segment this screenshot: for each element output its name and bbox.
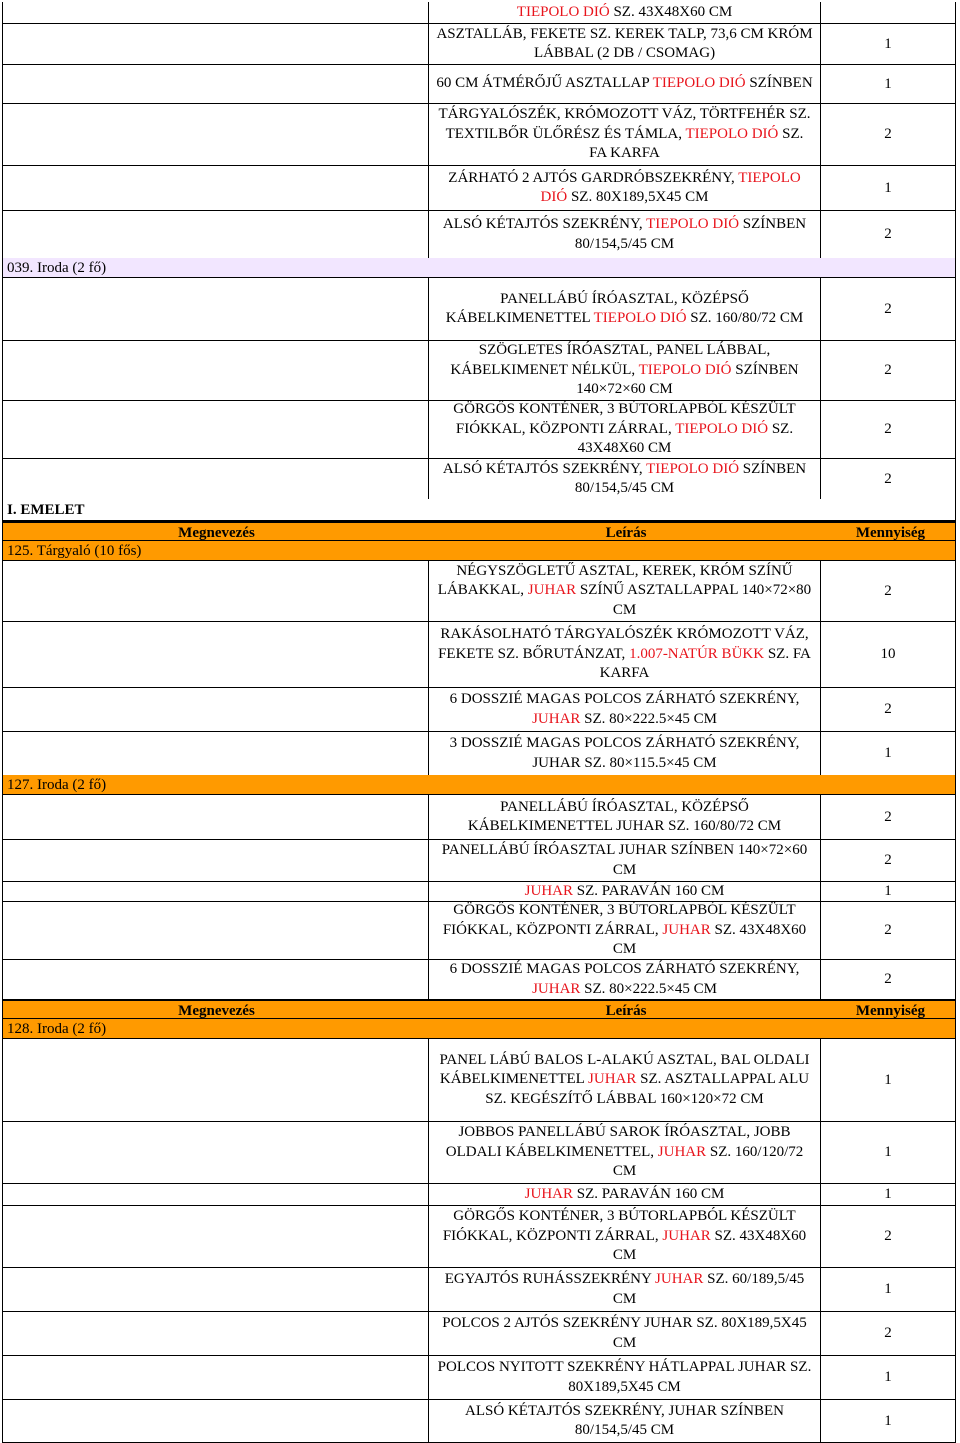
room-label-039: 039. Iroda (2 fő) (2, 258, 956, 278)
description-text: ASZTALLÁB, FEKETE SZ. KEREK TALP, 73,6 CM KRÓM LÁBBAL (2 DB / CSOMAG) (436, 25, 813, 61)
color-name-text: TIEPOLO DIÓ (685, 125, 779, 142)
quantity-cell: 2 (821, 459, 956, 499)
description-text: 6 DOSSZIÉ MAGAS POLCOS ZÁRHATÓ SZEKRÉNY, (449, 691, 800, 707)
description-text: ZÁRHATÓ 2 AJTÓS GARDRÓBSZEKRÉNY, (448, 169, 739, 186)
description-cell (429, 1356, 821, 1399)
description-text: SZ. 80×222.5×45 CM (580, 980, 717, 997)
name-cell (2, 401, 429, 458)
description-cell (429, 561, 821, 621)
description-cell (429, 401, 821, 458)
quantity-cell: 2 (821, 104, 956, 165)
description-text: GÖRGŐS KONTÉNER, 3 BÚTORLAPBÓL KÉSZÜLT FIÓKKAL, KÖZPONTI ZÁRRAL, (442, 902, 796, 938)
table-row (2, 1205, 956, 1267)
quantity-cell: 1 (821, 1356, 956, 1399)
color-name-text: 1.007-NATÚR BÜKK (629, 645, 765, 662)
description-text: SZÍNBEN (745, 75, 813, 92)
description-text: PANELLÁBÚ ÍRÓASZTAL JUHAR SZÍNBEN 140×72×60 CM (441, 842, 808, 878)
color-name-text: TIEPOLO DIÓ (652, 75, 746, 92)
description-text: SZ. 43X48X60 CM (609, 3, 733, 20)
color-name-text: JUHAR (662, 1227, 711, 1244)
color-name-text: JUHAR (524, 1185, 574, 1202)
quantity-cell: 1 (821, 732, 956, 775)
color-name-text: JUHAR (662, 921, 711, 938)
table-row (2, 881, 956, 901)
quantity-cell: 10 (821, 622, 956, 687)
description-cell (429, 211, 821, 258)
description-text: SZ. PARAVÁN 160 CM (573, 882, 725, 899)
description-cell (429, 732, 821, 775)
description-text: SZ. 43X48X60 CM (612, 921, 807, 958)
table-row (2, 400, 956, 458)
description-cell (429, 341, 821, 400)
name-cell (2, 459, 429, 499)
table-row (2, 1399, 956, 1443)
quantity-cell: 2 (821, 278, 956, 340)
description-text: RAKÁSOLHATÓ TÁRGYALÓSZÉK KRÓMOZOTT VÁZ, FEKETE SZ. BŐRUTÁNZAT, (438, 626, 809, 662)
name-cell (2, 65, 429, 103)
table-row (2, 103, 956, 165)
description-text: NÉGYSZÖGLETŰ ASZTAL, KEREK, KRÓM SZÍNŰ LÁBAKKAL, (437, 562, 793, 599)
description-cell (429, 1122, 821, 1183)
description-text: SZ. 80X189,5X45 CM (567, 189, 709, 205)
table-row (2, 561, 956, 621)
room-label-125: 125. Tárgyaló (10 fős) (2, 541, 956, 561)
name-cell (2, 902, 429, 959)
table-row (2, 278, 956, 340)
name-cell (2, 795, 429, 839)
table-row (2, 165, 956, 210)
description-cell (429, 795, 821, 839)
quantity-cell: 2 (821, 211, 956, 258)
color-name-text: JUHAR (524, 882, 574, 899)
quantity-cell: 1 (821, 1400, 956, 1442)
description-text: SZÍNBEN 80/154,5/45 CM (574, 216, 807, 252)
quantity-cell: 1 (821, 65, 956, 103)
description-text: SZ. 43X48X60 CM (612, 1227, 807, 1264)
name-cell (2, 561, 429, 621)
table-row (2, 1311, 956, 1355)
table-row (2, 23, 956, 64)
description-cell (429, 1206, 821, 1267)
description-cell (429, 459, 821, 499)
quantity-cell: 1 (821, 882, 956, 901)
description-cell (429, 104, 821, 165)
description-text: PANEL LÁBÚ BALOS L-ALAKÚ ASZTAL, BAL OLDALI KÁBELKIMENETTEL (439, 1051, 810, 1088)
name-cell (2, 211, 429, 258)
description-text: POLCOS NYITOTT SZEKRÉNY HÁTLAPPAL JUHAR SZ. 80X189,5X45 CM (437, 1359, 812, 1395)
description-text: SZ. PARAVÁN 160 CM (573, 1185, 725, 1202)
description-text: TÁRGYALÓSZÉK, KRÓMOZOTT VÁZ, TÖRTFEHÉR SZ. TEXTILBŐR ÜLŐRÉSZ ÉS TÁMLA, (438, 106, 811, 142)
description-text: PANELLÁBÚ ÍRÓASZTAL, KÖZÉPSŐ KÁBELKIMENETTEL (445, 290, 749, 326)
table-row (2, 64, 956, 103)
description-text: PANELLÁBÚ ÍRÓASZTAL, KÖZÉPSŐ KÁBELKIMENETTEL JUHAR SZ. 160/80/72 CM (467, 798, 782, 834)
table-row (2, 839, 956, 881)
quantity-cell: 1 (821, 1268, 956, 1311)
table-row (2, 340, 956, 400)
table-row (2, 210, 956, 258)
description-cell (429, 1184, 821, 1205)
name-cell (2, 1184, 429, 1205)
description-cell (429, 1312, 821, 1355)
header-description: Leírás (605, 1003, 647, 1019)
description-text: GÖRGŐS KONTÉNER, 3 BÚTORLAPBÓL KÉSZÜLT FIÓKKAL, KÖZPONTI ZÁRRAL, (453, 401, 796, 437)
description-cell (429, 1400, 821, 1442)
description-cell (429, 2, 821, 23)
table-row (2, 621, 956, 687)
table-row (2, 1355, 956, 1399)
room-label-128: 128. Iroda (2 fő) (2, 1019, 956, 1039)
color-name-text: JUHAR (532, 980, 581, 997)
name-cell (2, 166, 429, 210)
description-text: ALSÓ KÉTAJTÓS SZEKRÉNY, JUHAR SZÍNBEN 80/154,5/45 CM (465, 1402, 784, 1438)
quantity-cell: 2 (821, 688, 956, 731)
color-name-text: TIEPOLO DIÓ (675, 420, 769, 437)
header-name: Megnevezés (178, 1003, 255, 1019)
quantity-cell: 1 (821, 1184, 956, 1205)
room-block-039 (2, 2, 956, 258)
quantity-cell: 2 (821, 840, 956, 881)
description-text: POLCOS 2 AJTÓS SZEKRÉNY JUHAR SZ. 80X189,5X45 CM (442, 1315, 807, 1351)
description-cell (429, 882, 821, 901)
name-cell (2, 840, 429, 881)
description-text: SZ. FA KARFA (589, 125, 804, 162)
table-row (2, 901, 956, 959)
name-cell (2, 104, 429, 165)
description-text: 6 DOSSZIÉ MAGAS POLCOS ZÁRHATÓ SZEKRÉNY, (449, 961, 800, 977)
color-name-text: TIEPOLO DIÓ (540, 169, 801, 205)
name-cell (2, 1400, 429, 1442)
name-cell (2, 1312, 429, 1355)
table-header-2 (2, 999, 956, 1019)
color-name-text: JUHAR (655, 1271, 704, 1287)
table-row (2, 458, 956, 499)
description-cell (429, 840, 821, 881)
furniture-spec-table (2, 2, 956, 1443)
quantity-cell: 1 (821, 166, 956, 210)
description-text: JOBBOS PANELLÁBÚ SAROK ÍRÓASZTAL, JOBB OLDALI KÁBELKIMENETTEL, (445, 1124, 791, 1160)
name-cell (2, 882, 429, 901)
quantity-cell: 1 (821, 24, 956, 64)
color-name-text: JUHAR (588, 1071, 637, 1088)
name-cell (2, 1206, 429, 1267)
name-cell (2, 1122, 429, 1183)
description-cell (429, 1268, 821, 1311)
name-cell (2, 622, 429, 687)
name-cell (2, 2, 429, 23)
quantity-cell: 2 (821, 1312, 956, 1355)
description-text: SZÍNBEN 80/154,5/45 CM (574, 460, 807, 496)
table-row (2, 2, 956, 23)
quantity-cell: 1 (821, 1039, 956, 1121)
description-cell (429, 166, 821, 210)
name-cell (2, 24, 429, 64)
name-cell (2, 688, 429, 731)
description-cell (429, 1039, 821, 1121)
name-cell (2, 960, 429, 999)
room-block-125 (2, 561, 956, 775)
description-text: SZ. 43X48X60 CM (577, 420, 794, 457)
color-name-text: TIEPOLO DIÓ (646, 216, 740, 232)
room-label-127: 127. Iroda (2 fő) (2, 775, 956, 795)
name-cell (2, 1268, 429, 1311)
table-row (2, 1039, 956, 1121)
quantity-cell: 2 (821, 561, 956, 621)
header-description: Leírás (605, 525, 647, 541)
table-row (2, 1183, 956, 1205)
description-cell (429, 622, 821, 687)
quantity-cell (821, 2, 956, 23)
table-row (2, 959, 956, 999)
description-text: 3 DOSSZIÉ MAGAS POLCOS ZÁRHATÓ SZEKRÉNY, JUHAR SZ. 80×115.5×45 CM (449, 735, 800, 771)
description-text: GÖRGŐS KONTÉNER, 3 BÚTORLAPBÓL KÉSZÜLT FIÓKKAL, KÖZPONTI ZÁRRAL, (442, 1208, 796, 1244)
name-cell (2, 278, 429, 340)
header-quantity: Mennyiség (855, 525, 925, 541)
description-cell (429, 278, 821, 340)
table-row (2, 687, 956, 731)
description-text: SZ. 60/189,5/45 CM (612, 1271, 805, 1307)
quantity-cell: 2 (821, 902, 956, 959)
description-text: SZ. 160/80/72 CM (686, 310, 804, 326)
table-header (2, 521, 956, 541)
description-text: SZ. 160/120/72 CM (612, 1143, 804, 1180)
description-text: SZ. FA KARFA (599, 645, 811, 682)
description-text: SZÍNBEN 140×72×60 CM (576, 361, 799, 398)
name-cell (2, 1039, 429, 1121)
quantity-cell: 2 (821, 401, 956, 458)
description-cell (429, 688, 821, 731)
table-row (2, 795, 956, 839)
name-cell (2, 341, 429, 400)
quantity-cell: 2 (821, 960, 956, 999)
description-text: EGYAJTÓS RUHÁSSZEKRÉNY (444, 1271, 656, 1287)
table-row (2, 731, 956, 775)
color-name-text: JUHAR (532, 710, 581, 727)
color-name-text: TIEPOLO DIÓ (646, 460, 740, 477)
description-text: SZ. 80×222.5×45 CM (580, 710, 717, 727)
description-cell (429, 65, 821, 103)
header-name: Megnevezés (178, 525, 255, 541)
description-cell (429, 24, 821, 64)
description-cell (429, 960, 821, 999)
color-name-text: TIEPOLO DIÓ (638, 361, 732, 378)
name-cell (2, 732, 429, 775)
header-quantity: Mennyiség (855, 1003, 925, 1019)
color-name-text: TIEPOLO DIÓ (516, 3, 610, 20)
description-text: SZÖGLETES ÍRÓASZTAL, PANEL LÁBBAL, KÁBELKIMENET NÉLKÜL, (450, 342, 771, 378)
room-block-039-lower (2, 278, 956, 499)
color-name-text: JUHAR (527, 582, 577, 599)
color-name-text: TIEPOLO DIÓ (593, 310, 687, 326)
quantity-cell: 2 (821, 795, 956, 839)
quantity-cell: 2 (821, 1206, 956, 1267)
description-text: ALSÓ KÉTAJTÓS SZEKRÉNY, (442, 216, 647, 232)
description-text: SZ. ASZTALLAPPAL ALU SZ. KEGÉSZÍTŐ LÁBBAL 160×120×72 CM (485, 1071, 810, 1107)
floor-heading: I. EMELET (2, 499, 956, 521)
name-cell (2, 1356, 429, 1399)
description-text: SZÍNŰ ASZTALLAPPAL 140×72×80 CM (576, 582, 812, 618)
description-text: ALSÓ KÉTAJTÓS SZEKRÉNY, (442, 460, 647, 477)
table-row (2, 1267, 956, 1311)
description-cell (429, 902, 821, 959)
quantity-cell: 1 (821, 1122, 956, 1183)
table-row (2, 1121, 956, 1183)
room-block-128 (2, 1039, 956, 1443)
quantity-cell: 2 (821, 341, 956, 400)
room-block-127 (2, 795, 956, 999)
color-name-text: JUHAR (657, 1143, 707, 1160)
description-text: 60 CM ÁTMÉRŐJŰ ASZTALLAP (436, 75, 653, 92)
